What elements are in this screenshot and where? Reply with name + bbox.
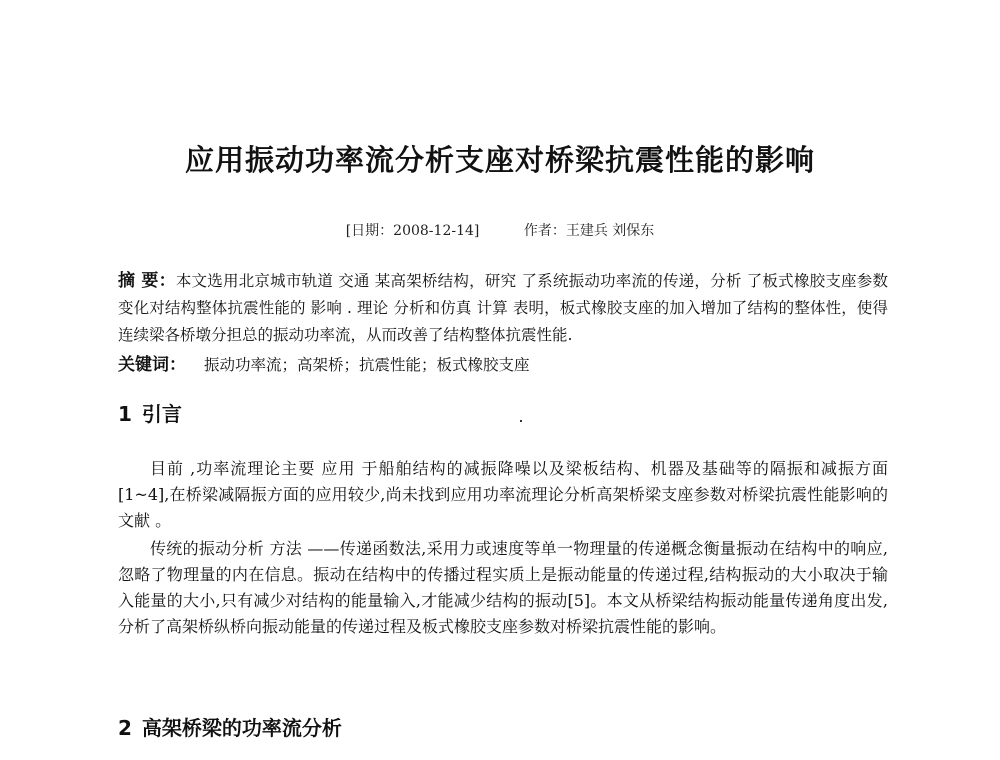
keywords-text: 振动功率流；高架桥；抗震性能；板式橡胶支座 — [204, 356, 530, 374]
publish-date: [日期：2008-12-14] — [345, 223, 480, 239]
section-title: 高架桥梁的功率流分析 — [141, 716, 342, 740]
scan-speck — [520, 420, 522, 422]
paper-title: 应用振动功率流分析支座对桥梁抗震性能的影响 — [184, 143, 815, 177]
authors: 作者：王建兵 刘保东 — [523, 223, 655, 239]
section-heading-introduction — [118, 398, 182, 427]
paper-meta — [0, 220, 1000, 240]
paragraph-text: 传统的振动分析 方法 ——传递函数法,采用力或速度等单一物理量的传递概念衡量振动在结构中的响应,忽略了物理量的内在信息。振动在结构中的传播过程实质上是振动能量的传递过程,结构振动的大小取决于输入能量的大小,只有减少对结构的能量输入,才能减少结构的振动[5]。本文从桥梁结构振动能量传递角度出发,分析了高架桥纵桥向振动能量的传递过程及板式橡胶支座参数对桥梁抗震性能的影响。 — [118, 539, 888, 636]
paragraph-text: 目前 ,功率流理论主要 应用 于船舶结构的减振降噪以及梁板结构、机器及基础等的隔振和减振方面[1~4],在桥梁减隔振方面的应用较少,尚未找到应用功率流理论分析高架桥梁支座参数对桥梁抗震性能影响的 文献 。 — [118, 459, 888, 530]
keywords — [118, 352, 888, 379]
section-number: 1 — [118, 402, 132, 426]
keywords-label: 关键词： — [118, 355, 186, 375]
section-number: 2 — [118, 716, 132, 740]
body-paragraph — [118, 536, 888, 640]
abstract-label: 摘 要： — [118, 271, 176, 291]
abstract — [118, 268, 888, 349]
section-heading-power-flow — [118, 712, 342, 741]
abstract-text: 本文选用北京城市轨道 交通 某高架桥结构，研究 了系统振动功率流的传递，分析 了板式橡胶支座参数变化对结构整体抗震性能的 影响 . 理论 分析和仿真 计算 表明，板式橡胶支座的加入增加了结构的整体性，使得连续梁各桥墩分担总的振动功率流，从而改善了结构整体抗震性能. — [118, 272, 888, 344]
body-paragraph — [118, 456, 888, 534]
section-title: 引言 — [141, 402, 182, 426]
